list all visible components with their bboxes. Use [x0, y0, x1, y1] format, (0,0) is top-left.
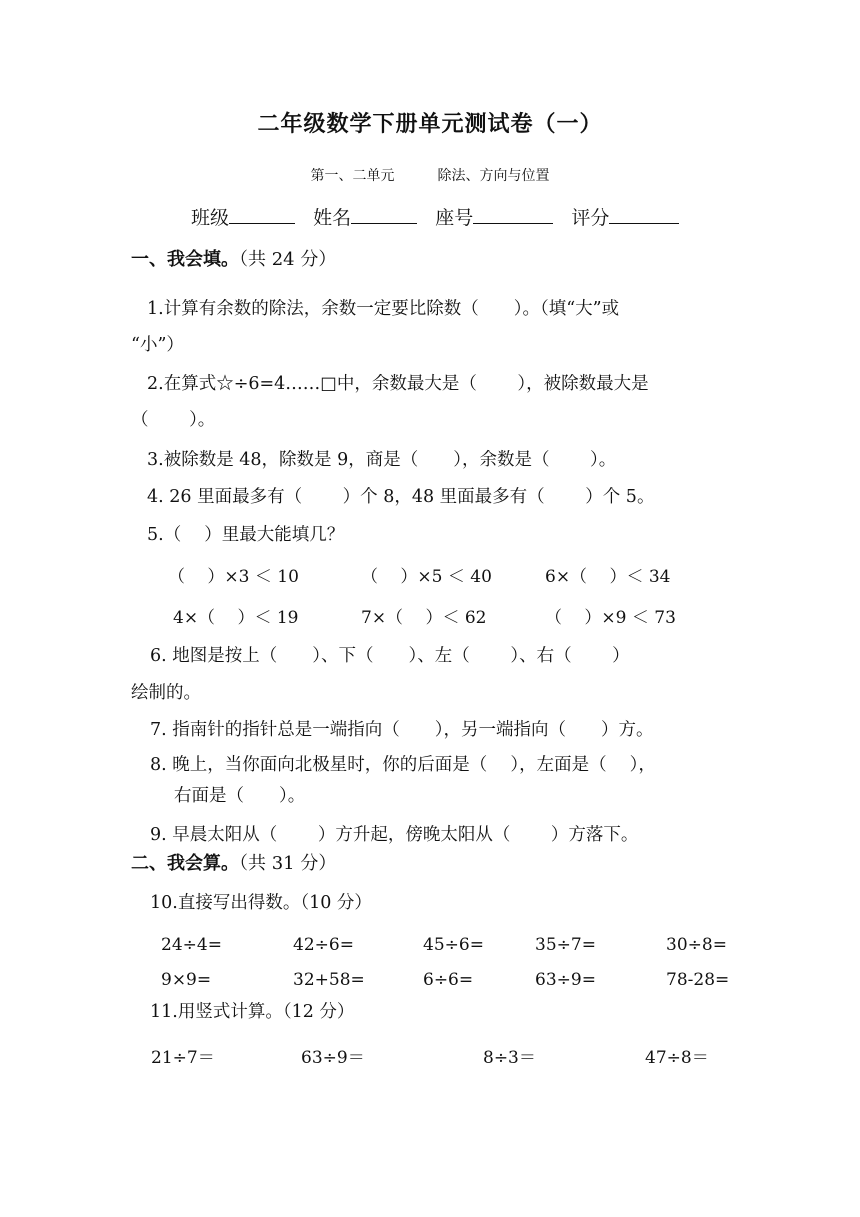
- section-1-points: （共 24 分）: [239, 249, 337, 270]
- q11-item: 8÷3＝: [483, 1048, 536, 1068]
- question-3: 3.被除数是 48，除数是 9，商是（ ），余数是（ ）。: [147, 450, 617, 470]
- q11-item: 21÷7＝: [151, 1048, 215, 1068]
- q5-item: （ ）×3 ＜ 10: [168, 567, 299, 587]
- q5-item: （ ）×9 ＜ 73: [545, 608, 676, 628]
- q10-item: 78-28=: [666, 970, 730, 990]
- subtitle-unit: 第一、二单元: [310, 168, 395, 184]
- question-2-line-1: 2.在算式☆÷6=4……□中，余数最大是（ ），被除数最大是: [147, 374, 649, 394]
- question-6-line-1: 6. 地图是按上（ ）、下（ ）、左（ ）、右（ ）: [150, 646, 630, 666]
- class-blank[interactable]: [229, 205, 295, 224]
- question-8-line-1: 8. 晚上，当你面向北极星时，你的后面是（ ），左面是（ ），: [150, 755, 656, 775]
- question-1-line-1: 1.计算有余数的除法，余数一定要比除数（ ）。（填“大”或: [147, 299, 620, 319]
- section-2-label: 二、我会算。: [131, 853, 239, 874]
- seat-blank[interactable]: [473, 205, 553, 224]
- section-2-points: （共 31 分）: [239, 853, 337, 874]
- question-4: 4. 26 里面最多有（ ）个 8，48 里面最多有（ ）个 5。: [147, 487, 655, 507]
- q5-item: 4×（ ）＜ 19: [173, 608, 299, 628]
- seat-label: 座号: [435, 207, 474, 229]
- student-info-line: [191, 203, 679, 230]
- class-label: 班级: [191, 207, 230, 229]
- q10-item: 35÷7=: [535, 935, 596, 955]
- question-5-stem: 5.（ ）里最大能填几？: [147, 525, 345, 545]
- q10-item: 24÷4=: [161, 935, 222, 955]
- page-subtitle: [0, 165, 860, 185]
- question-10-stem: 10.直接写出得数。（10 分）: [150, 893, 372, 913]
- subtitle-topic: 除法、方向与位置: [437, 168, 550, 184]
- name-label: 姓名: [313, 207, 352, 229]
- page-title: 二年级数学下册单元测试卷（一）: [257, 111, 603, 137]
- score-blank[interactable]: [609, 205, 679, 224]
- q5-item: 7×（ ）＜ 62: [361, 608, 487, 628]
- question-7: 7. 指南针的指针总是一端指向（ ），另一端指向（ ）方。: [150, 720, 654, 740]
- question-1-line-2: “小”）: [131, 335, 184, 355]
- q11-item: 47÷8＝: [645, 1048, 709, 1068]
- section-2-heading: [131, 849, 336, 875]
- question-2-line-2: （ ）。: [131, 410, 216, 430]
- q11-item: 63÷9＝: [301, 1048, 365, 1068]
- q10-item: 6÷6=: [423, 970, 474, 990]
- q10-item: 32+58=: [293, 970, 365, 990]
- section-1-label: 一、我会填。: [131, 249, 239, 270]
- q10-item: 42÷6=: [293, 935, 354, 955]
- q10-item: 45÷6=: [423, 935, 484, 955]
- question-6-line-2: 绘制的。: [131, 683, 201, 703]
- question-11-stem: 11.用竖式计算。（12 分）: [150, 1002, 355, 1022]
- name-blank[interactable]: [351, 205, 417, 224]
- q10-item: 9×9=: [161, 970, 212, 990]
- question-8-line-2: 右面是（ ）。: [174, 786, 306, 806]
- question-9: 9. 早晨太阳从（ ）方升起，傍晚太阳从（ ）方落下。: [150, 825, 639, 845]
- q10-item: 63÷9=: [535, 970, 596, 990]
- q5-item: （ ）×5 ＜ 40: [361, 567, 492, 587]
- score-label: 评分: [571, 207, 610, 229]
- q5-item: 6×（ ）＜ 34: [545, 567, 671, 587]
- section-1-heading: [131, 245, 336, 271]
- q10-item: 30÷8=: [666, 935, 727, 955]
